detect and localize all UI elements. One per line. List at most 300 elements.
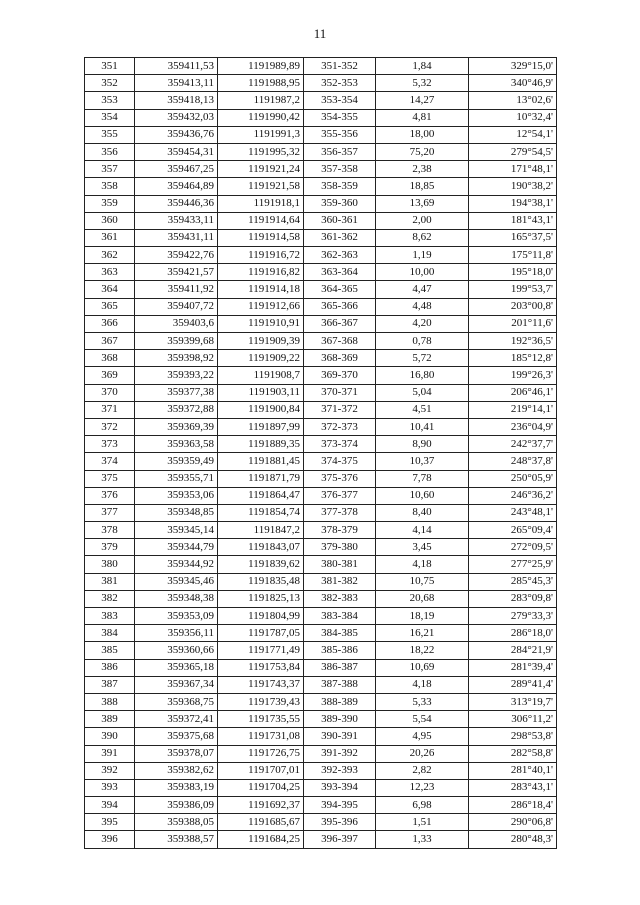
point-number-cell: 395 xyxy=(85,814,135,831)
y-coordinate-cell: 1191731,08 xyxy=(218,728,304,745)
point-number-cell: 376 xyxy=(85,487,135,504)
length-cell: 5,32 xyxy=(376,75,469,92)
segment-cell: 360-361 xyxy=(304,212,376,229)
length-cell: 5,33 xyxy=(376,693,469,710)
length-cell: 12,23 xyxy=(376,779,469,796)
table-row xyxy=(85,676,557,693)
table-row xyxy=(85,126,557,143)
point-number-cell: 378 xyxy=(85,522,135,539)
point-number-cell: 356 xyxy=(85,143,135,160)
x-coordinate-cell: 359407,72 xyxy=(135,298,218,315)
length-cell: 14,27 xyxy=(376,92,469,109)
y-coordinate-cell: 1191909,39 xyxy=(218,333,304,350)
direction-angle-cell: 281°40,1' xyxy=(469,762,557,779)
x-coordinate-cell: 359436,76 xyxy=(135,126,218,143)
x-coordinate-cell: 359360,66 xyxy=(135,642,218,659)
segment-cell: 381-382 xyxy=(304,573,376,590)
point-number-cell: 359 xyxy=(85,195,135,212)
length-cell: 2,38 xyxy=(376,161,469,178)
y-coordinate-cell: 1191684,25 xyxy=(218,831,304,848)
point-number-cell: 387 xyxy=(85,676,135,693)
segment-cell: 375-376 xyxy=(304,470,376,487)
y-coordinate-cell: 1191918,1 xyxy=(218,195,304,212)
x-coordinate-cell: 359413,11 xyxy=(135,75,218,92)
direction-angle-cell: 12°54,1' xyxy=(469,126,557,143)
segment-cell: 386-387 xyxy=(304,659,376,676)
segment-cell: 365-366 xyxy=(304,298,376,315)
point-number-cell: 392 xyxy=(85,762,135,779)
segment-cell: 378-379 xyxy=(304,522,376,539)
length-cell: 13,69 xyxy=(376,195,469,212)
y-coordinate-cell: 1191726,75 xyxy=(218,745,304,762)
y-coordinate-cell: 1191987,2 xyxy=(218,92,304,109)
segment-cell: 354-355 xyxy=(304,109,376,126)
table-row xyxy=(85,814,557,831)
page-number: 11 xyxy=(313,26,327,41)
y-coordinate-cell: 1191704,25 xyxy=(218,779,304,796)
y-coordinate-cell: 1191914,18 xyxy=(218,281,304,298)
length-cell: 10,69 xyxy=(376,659,469,676)
direction-angle-cell: 201°11,6' xyxy=(469,315,557,332)
point-number-cell: 352 xyxy=(85,75,135,92)
y-coordinate-cell: 1191988,95 xyxy=(218,75,304,92)
direction-angle-cell: 181°43,1' xyxy=(469,212,557,229)
y-coordinate-cell: 1191995,32 xyxy=(218,143,304,160)
direction-angle-cell: 192°36,5' xyxy=(469,333,557,350)
point-number-cell: 357 xyxy=(85,161,135,178)
table-row xyxy=(85,608,557,625)
segment-cell: 384-385 xyxy=(304,625,376,642)
table-row xyxy=(85,418,557,435)
y-coordinate-cell: 1191735,55 xyxy=(218,711,304,728)
direction-angle-cell: 199°53,7' xyxy=(469,281,557,298)
length-cell: 10,41 xyxy=(376,418,469,435)
segment-cell: 396-397 xyxy=(304,831,376,848)
table-row xyxy=(85,470,557,487)
direction-angle-cell: 283°43,1' xyxy=(469,779,557,796)
x-coordinate-cell: 359367,34 xyxy=(135,676,218,693)
x-coordinate-cell: 359365,18 xyxy=(135,659,218,676)
segment-cell: 387-388 xyxy=(304,676,376,693)
segment-cell: 359-360 xyxy=(304,195,376,212)
segment-cell: 383-384 xyxy=(304,608,376,625)
y-coordinate-cell: 1191914,58 xyxy=(218,229,304,246)
point-number-cell: 377 xyxy=(85,504,135,521)
x-coordinate-cell: 359375,68 xyxy=(135,728,218,745)
y-coordinate-cell: 1191739,43 xyxy=(218,693,304,710)
table-row xyxy=(85,350,557,367)
coordinates-table xyxy=(84,57,557,849)
direction-angle-cell: 219°14,1' xyxy=(469,401,557,418)
y-coordinate-cell: 1191692,37 xyxy=(218,797,304,814)
x-coordinate-cell: 359355,71 xyxy=(135,470,218,487)
length-cell: 4,18 xyxy=(376,556,469,573)
segment-cell: 374-375 xyxy=(304,453,376,470)
y-coordinate-cell: 1191825,13 xyxy=(218,590,304,607)
length-cell: 16,80 xyxy=(376,367,469,384)
length-cell: 4,47 xyxy=(376,281,469,298)
y-coordinate-cell: 1191771,49 xyxy=(218,642,304,659)
x-coordinate-cell: 359377,38 xyxy=(135,384,218,401)
direction-angle-cell: 285°45,3' xyxy=(469,573,557,590)
direction-angle-cell: 277°25,9' xyxy=(469,556,557,573)
direction-angle-cell: 206°46,1' xyxy=(469,384,557,401)
length-cell: 16,21 xyxy=(376,625,469,642)
segment-cell: 382-383 xyxy=(304,590,376,607)
segment-cell: 376-377 xyxy=(304,487,376,504)
length-cell: 4,51 xyxy=(376,401,469,418)
table-row xyxy=(85,367,557,384)
length-cell: 1,84 xyxy=(376,58,469,75)
segment-cell: 380-381 xyxy=(304,556,376,573)
point-number-cell: 388 xyxy=(85,693,135,710)
length-cell: 10,00 xyxy=(376,264,469,281)
segment-cell: 393-394 xyxy=(304,779,376,796)
x-coordinate-cell: 359345,14 xyxy=(135,522,218,539)
table-row xyxy=(85,590,557,607)
x-coordinate-cell: 359388,57 xyxy=(135,831,218,848)
segment-cell: 361-362 xyxy=(304,229,376,246)
direction-angle-cell: 13°02,6' xyxy=(469,92,557,109)
length-cell: 18,00 xyxy=(376,126,469,143)
y-coordinate-cell: 1191707,01 xyxy=(218,762,304,779)
table-row xyxy=(85,642,557,659)
y-coordinate-cell: 1191847,2 xyxy=(218,522,304,539)
segment-cell: 355-356 xyxy=(304,126,376,143)
x-coordinate-cell: 359344,92 xyxy=(135,556,218,573)
table-row xyxy=(85,573,557,590)
segment-cell: 362-363 xyxy=(304,247,376,264)
table-row xyxy=(85,281,557,298)
x-coordinate-cell: 359372,41 xyxy=(135,711,218,728)
length-cell: 8,90 xyxy=(376,436,469,453)
x-coordinate-cell: 359467,25 xyxy=(135,161,218,178)
x-coordinate-cell: 359353,09 xyxy=(135,608,218,625)
y-coordinate-cell: 1191916,72 xyxy=(218,247,304,264)
y-coordinate-cell: 1191787,05 xyxy=(218,625,304,642)
table-row xyxy=(85,436,557,453)
x-coordinate-cell: 359356,11 xyxy=(135,625,218,642)
length-cell: 6,98 xyxy=(376,797,469,814)
table-row xyxy=(85,831,557,848)
point-number-cell: 371 xyxy=(85,401,135,418)
direction-angle-cell: 279°33,3' xyxy=(469,608,557,625)
x-coordinate-cell: 359411,92 xyxy=(135,281,218,298)
direction-angle-cell: 306°11,2' xyxy=(469,711,557,728)
segment-cell: 364-365 xyxy=(304,281,376,298)
x-coordinate-cell: 359388,05 xyxy=(135,814,218,831)
point-number-cell: 384 xyxy=(85,625,135,642)
x-coordinate-cell: 359344,79 xyxy=(135,539,218,556)
direction-angle-cell: 286°18,4' xyxy=(469,797,557,814)
y-coordinate-cell: 1191990,42 xyxy=(218,109,304,126)
x-coordinate-cell: 359454,31 xyxy=(135,143,218,160)
segment-cell: 363-364 xyxy=(304,264,376,281)
y-coordinate-cell: 1191914,64 xyxy=(218,212,304,229)
direction-angle-cell: 10°32,4' xyxy=(469,109,557,126)
x-coordinate-cell: 359431,11 xyxy=(135,229,218,246)
y-coordinate-cell: 1191989,89 xyxy=(218,58,304,75)
direction-angle-cell: 171°48,1' xyxy=(469,161,557,178)
segment-cell: 356-357 xyxy=(304,143,376,160)
direction-angle-cell: 203°00,8' xyxy=(469,298,557,315)
table-row xyxy=(85,58,557,75)
y-coordinate-cell: 1191854,74 xyxy=(218,504,304,521)
point-number-cell: 351 xyxy=(85,58,135,75)
segment-cell: 358-359 xyxy=(304,178,376,195)
y-coordinate-cell: 1191900,84 xyxy=(218,401,304,418)
length-cell: 2,00 xyxy=(376,212,469,229)
y-coordinate-cell: 1191910,91 xyxy=(218,315,304,332)
point-number-cell: 363 xyxy=(85,264,135,281)
length-cell: 4,18 xyxy=(376,676,469,693)
length-cell: 1,19 xyxy=(376,247,469,264)
segment-cell: 372-373 xyxy=(304,418,376,435)
direction-angle-cell: 298°53,8' xyxy=(469,728,557,745)
x-coordinate-cell: 359353,06 xyxy=(135,487,218,504)
direction-angle-cell: 329°15,0' xyxy=(469,58,557,75)
y-coordinate-cell: 1191897,99 xyxy=(218,418,304,435)
point-number-cell: 362 xyxy=(85,247,135,264)
direction-angle-cell: 283°09,8' xyxy=(469,590,557,607)
point-number-cell: 383 xyxy=(85,608,135,625)
segment-cell: 392-393 xyxy=(304,762,376,779)
point-number-cell: 372 xyxy=(85,418,135,435)
segment-cell: 370-371 xyxy=(304,384,376,401)
point-number-cell: 390 xyxy=(85,728,135,745)
x-coordinate-cell: 359403,6 xyxy=(135,315,218,332)
y-coordinate-cell: 1191753,84 xyxy=(218,659,304,676)
length-cell: 4,48 xyxy=(376,298,469,315)
length-cell: 18,22 xyxy=(376,642,469,659)
y-coordinate-cell: 1191921,58 xyxy=(218,178,304,195)
direction-angle-cell: 246°36,2' xyxy=(469,487,557,504)
length-cell: 1,51 xyxy=(376,814,469,831)
point-number-cell: 391 xyxy=(85,745,135,762)
segment-cell: 390-391 xyxy=(304,728,376,745)
y-coordinate-cell: 1191881,45 xyxy=(218,453,304,470)
table-row xyxy=(85,779,557,796)
y-coordinate-cell: 1191835,48 xyxy=(218,573,304,590)
point-number-cell: 385 xyxy=(85,642,135,659)
table-row xyxy=(85,693,557,710)
y-coordinate-cell: 1191912,66 xyxy=(218,298,304,315)
table-row xyxy=(85,315,557,332)
direction-angle-cell: 250°05,9' xyxy=(469,470,557,487)
direction-angle-cell: 195°18,0' xyxy=(469,264,557,281)
table-row xyxy=(85,745,557,762)
table-row xyxy=(85,178,557,195)
point-number-cell: 364 xyxy=(85,281,135,298)
length-cell: 4,95 xyxy=(376,728,469,745)
point-number-cell: 355 xyxy=(85,126,135,143)
length-cell: 5,04 xyxy=(376,384,469,401)
point-number-cell: 369 xyxy=(85,367,135,384)
table-row xyxy=(85,625,557,642)
length-cell: 75,20 xyxy=(376,143,469,160)
table-row xyxy=(85,212,557,229)
segment-cell: 371-372 xyxy=(304,401,376,418)
direction-angle-cell: 199°26,3' xyxy=(469,367,557,384)
table-row xyxy=(85,264,557,281)
point-number-cell: 393 xyxy=(85,779,135,796)
table-row xyxy=(85,75,557,92)
segment-cell: 395-396 xyxy=(304,814,376,831)
x-coordinate-cell: 359382,62 xyxy=(135,762,218,779)
y-coordinate-cell: 1191908,7 xyxy=(218,367,304,384)
point-number-cell: 366 xyxy=(85,315,135,332)
segment-cell: 373-374 xyxy=(304,436,376,453)
x-coordinate-cell: 359348,38 xyxy=(135,590,218,607)
length-cell: 10,37 xyxy=(376,453,469,470)
x-coordinate-cell: 359386,09 xyxy=(135,797,218,814)
direction-angle-cell: 313°19,7' xyxy=(469,693,557,710)
table-row xyxy=(85,539,557,556)
x-coordinate-cell: 359359,49 xyxy=(135,453,218,470)
x-coordinate-cell: 359418,13 xyxy=(135,92,218,109)
point-number-cell: 374 xyxy=(85,453,135,470)
point-number-cell: 386 xyxy=(85,659,135,676)
point-number-cell: 381 xyxy=(85,573,135,590)
table-row xyxy=(85,247,557,264)
table-body xyxy=(85,58,557,849)
segment-cell: 379-380 xyxy=(304,539,376,556)
direction-angle-cell: 280°48,3' xyxy=(469,831,557,848)
direction-angle-cell: 284°21,9' xyxy=(469,642,557,659)
segment-cell: 351-352 xyxy=(304,58,376,75)
y-coordinate-cell: 1191864,47 xyxy=(218,487,304,504)
table-row xyxy=(85,333,557,350)
y-coordinate-cell: 1191921,24 xyxy=(218,161,304,178)
point-number-cell: 354 xyxy=(85,109,135,126)
x-coordinate-cell: 359399,68 xyxy=(135,333,218,350)
x-coordinate-cell: 359422,76 xyxy=(135,247,218,264)
direction-angle-cell: 340°46,9' xyxy=(469,75,557,92)
segment-cell: 353-354 xyxy=(304,92,376,109)
direction-angle-cell: 272°09,5' xyxy=(469,539,557,556)
direction-angle-cell: 265°09,4' xyxy=(469,522,557,539)
segment-cell: 377-378 xyxy=(304,504,376,521)
segment-cell: 391-392 xyxy=(304,745,376,762)
direction-angle-cell: 242°37,7' xyxy=(469,436,557,453)
table-row xyxy=(85,522,557,539)
point-number-cell: 382 xyxy=(85,590,135,607)
segment-cell: 388-389 xyxy=(304,693,376,710)
segment-cell: 389-390 xyxy=(304,711,376,728)
x-coordinate-cell: 359464,89 xyxy=(135,178,218,195)
table-row xyxy=(85,109,557,126)
table-row xyxy=(85,797,557,814)
x-coordinate-cell: 359378,07 xyxy=(135,745,218,762)
length-cell: 20,26 xyxy=(376,745,469,762)
direction-angle-cell: 248°37,8' xyxy=(469,453,557,470)
y-coordinate-cell: 1191743,37 xyxy=(218,676,304,693)
direction-angle-cell: 282°58,8' xyxy=(469,745,557,762)
segment-cell: 394-395 xyxy=(304,797,376,814)
point-number-cell: 379 xyxy=(85,539,135,556)
point-number-cell: 365 xyxy=(85,298,135,315)
point-number-cell: 360 xyxy=(85,212,135,229)
y-coordinate-cell: 1191916,82 xyxy=(218,264,304,281)
x-coordinate-cell: 359411,53 xyxy=(135,58,218,75)
length-cell: 20,68 xyxy=(376,590,469,607)
length-cell: 1,33 xyxy=(376,831,469,848)
point-number-cell: 358 xyxy=(85,178,135,195)
segment-cell: 367-368 xyxy=(304,333,376,350)
direction-angle-cell: 281°39,4' xyxy=(469,659,557,676)
point-number-cell: 396 xyxy=(85,831,135,848)
length-cell: 5,72 xyxy=(376,350,469,367)
direction-angle-cell: 190°38,2' xyxy=(469,178,557,195)
y-coordinate-cell: 1191685,67 xyxy=(218,814,304,831)
segment-cell: 357-358 xyxy=(304,161,376,178)
y-coordinate-cell: 1191889,35 xyxy=(218,436,304,453)
direction-angle-cell: 279°54,5' xyxy=(469,143,557,160)
x-coordinate-cell: 359372,88 xyxy=(135,401,218,418)
table-row xyxy=(85,229,557,246)
point-number-cell: 394 xyxy=(85,797,135,814)
table-row xyxy=(85,161,557,178)
table-row xyxy=(85,556,557,573)
point-number-cell: 353 xyxy=(85,92,135,109)
length-cell: 0,78 xyxy=(376,333,469,350)
length-cell: 4,81 xyxy=(376,109,469,126)
y-coordinate-cell: 1191804,99 xyxy=(218,608,304,625)
x-coordinate-cell: 359433,11 xyxy=(135,212,218,229)
direction-angle-cell: 290°06,8' xyxy=(469,814,557,831)
table-row xyxy=(85,195,557,212)
table-row xyxy=(85,384,557,401)
x-coordinate-cell: 359393,22 xyxy=(135,367,218,384)
length-cell: 3,45 xyxy=(376,539,469,556)
point-number-cell: 380 xyxy=(85,556,135,573)
segment-cell: 352-353 xyxy=(304,75,376,92)
direction-angle-cell: 236°04,9' xyxy=(469,418,557,435)
length-cell: 4,20 xyxy=(376,315,469,332)
segment-cell: 385-386 xyxy=(304,642,376,659)
point-number-cell: 368 xyxy=(85,350,135,367)
segment-cell: 368-369 xyxy=(304,350,376,367)
length-cell: 18,19 xyxy=(376,608,469,625)
table-row xyxy=(85,401,557,418)
x-coordinate-cell: 359369,39 xyxy=(135,418,218,435)
direction-angle-cell: 185°12,8' xyxy=(469,350,557,367)
length-cell: 8,40 xyxy=(376,504,469,521)
length-cell: 7,78 xyxy=(376,470,469,487)
length-cell: 2,82 xyxy=(376,762,469,779)
x-coordinate-cell: 359348,85 xyxy=(135,504,218,521)
x-coordinate-cell: 359368,75 xyxy=(135,693,218,710)
table-row xyxy=(85,762,557,779)
x-coordinate-cell: 359421,57 xyxy=(135,264,218,281)
table-row xyxy=(85,504,557,521)
direction-angle-cell: 289°41,4' xyxy=(469,676,557,693)
y-coordinate-cell: 1191871,79 xyxy=(218,470,304,487)
direction-angle-cell: 243°48,1' xyxy=(469,504,557,521)
table-row xyxy=(85,487,557,504)
table-row xyxy=(85,298,557,315)
y-coordinate-cell: 1191839,62 xyxy=(218,556,304,573)
length-cell: 5,54 xyxy=(376,711,469,728)
x-coordinate-cell: 359363,58 xyxy=(135,436,218,453)
segment-cell: 369-370 xyxy=(304,367,376,384)
direction-angle-cell: 165°37,5' xyxy=(469,229,557,246)
x-coordinate-cell: 359446,36 xyxy=(135,195,218,212)
length-cell: 18,85 xyxy=(376,178,469,195)
length-cell: 8,62 xyxy=(376,229,469,246)
table-row xyxy=(85,92,557,109)
y-coordinate-cell: 1191843,07 xyxy=(218,539,304,556)
